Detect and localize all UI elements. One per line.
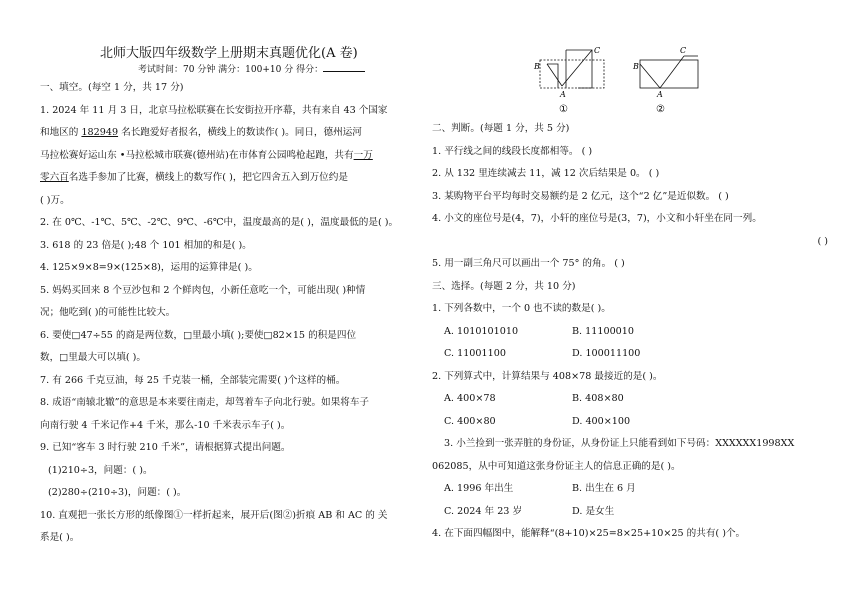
fold-figures	[532, 42, 712, 118]
q10-line2: 系是( )。	[40, 532, 80, 543]
option-d: D. 100011100	[572, 348, 641, 359]
q1-underlined-text-2: 零六百	[40, 172, 69, 183]
left-column	[40, 77, 420, 550]
judge-q5: 5. 用一副三角尺可以画出一个 75° 的角。 ( )	[432, 258, 625, 269]
q5-line1: 5. 妈妈买回来 8 个豆沙包和 2 个鲜肉包，小新任意吃一个，可能出现( )种情	[40, 284, 366, 296]
fig2-label-b: B	[633, 62, 639, 71]
fig1-label-c: C	[594, 46, 601, 55]
choice-q1-options-ab	[432, 321, 832, 344]
section3-heading: 三、选择。(每题 2 分，共 10 分)	[432, 280, 576, 292]
q9-a: (1)210÷3，问题：( )。	[48, 464, 153, 476]
q1-line3-pre: 马拉松赛好运山东 •马拉松城市联赛(德州站)在市体育公园鸣枪起跑，共有	[40, 149, 354, 161]
option-d: D. 是女生	[572, 505, 615, 517]
fig1-label-b: B	[534, 62, 540, 71]
option-b: B. 408×80	[572, 393, 624, 404]
fold-diagram	[532, 42, 712, 118]
fig1-number: ①	[559, 104, 568, 115]
q5-line2: 况；他吃到( )的可能性比较大。	[40, 307, 176, 318]
fig2-number: ②	[656, 104, 665, 115]
section2-heading: 二、判断。(每题 1 分，共 5 分)	[432, 123, 570, 134]
judge-q4-line1: 4. 小文的座位号是(4，7)，小轩的座位号是(3，7)，小文和小轩坐在同一列。	[432, 213, 762, 224]
option-b: B. 11100010	[572, 325, 634, 337]
q4: 4. 125×9×8=9×(125×8)，运用的运算律是( )。	[40, 262, 258, 273]
option-b: B. 出生在 6 月	[572, 483, 636, 494]
q9: 9. 已知“客车 3 时行驶 210 千米”，请根据算式提出问题。	[40, 442, 291, 453]
fig1-corner	[547, 64, 558, 88]
score-blank	[323, 63, 365, 72]
q1-line5: ( )万。	[40, 194, 70, 206]
choice-q3-options-ab	[432, 478, 832, 501]
q6-line1: 6. 要使□47÷55 的商是两位数，□里最小填( );要使□82×15 的积是四位	[40, 329, 357, 341]
choice-q2: 2. 下列算式中，计算结果与 408×78 最接近的是( )。	[432, 370, 663, 382]
judge-q1: 1. 平行线之间的线段长度都相等。 ( )	[432, 145, 593, 157]
fig1-fold-ac	[562, 50, 592, 86]
q10-line1: 10. 直观把一张长方形的纸像图①一样折起来，展开后(图②)折痕 AB 和 AC 的 关	[40, 509, 388, 521]
q3: 3. 618 的 23 倍是( );48 个 101 相加的和是( )。	[40, 239, 252, 251]
q6-line2: 数，□里最大可以填( )。	[40, 352, 146, 363]
option-c: C. 2024 年 23 岁	[444, 505, 523, 517]
q9-b: (2)280÷(210÷3)，问题：( )。	[48, 487, 187, 498]
choice-q2-options-cd	[432, 411, 832, 434]
fig2-label-a: A	[657, 90, 663, 99]
choice-q1-options-cd	[432, 343, 832, 366]
q8-line1: 8. 成语“南辕北辙”的意思是本来要往南走，却驾着车子向北行驶。如果将车子	[40, 397, 370, 408]
q8-line2: 向南行驶 4 千米记作+4 千米，那么-10 千米表示车子( )。	[40, 419, 291, 431]
page-title: 北师大版四年级数学上册期末真题优化(A 卷)	[100, 46, 358, 61]
figure-1	[540, 50, 604, 88]
choice-q4: 4. 在下面四幅图中，能解释“(8+10)×25=8×25+10×25 的共有( )个。	[432, 528, 746, 539]
choice-q1: 1. 下列各数中，一个 0 也不读的数是( )。	[432, 303, 611, 314]
option-a: A. 1010101010	[444, 325, 519, 337]
fig2-label-c: C	[680, 46, 687, 55]
option-a: A. 1996 年出生	[444, 483, 514, 494]
q1-underlined-text: 一万	[353, 149, 373, 161]
q1-line1: 1. 2024 年 11 月 3 日，北京马拉松联赛在长安街拉开序幕，共有来自 43 个国家	[40, 104, 388, 116]
choice-q2-options-ab	[432, 388, 832, 411]
q1-line4-post: 名选手参加了比赛，横线上的数写作( )，把它四舍五入到万位约是	[68, 172, 348, 183]
q1-line2-post: 名长跑爱好者报名，横线上的数读作( )。同日，德州运河	[118, 127, 362, 138]
exam-info	[138, 62, 365, 75]
exam-info-text: 考试时间：70 分钟 满分：100+10 分 得分：	[138, 65, 324, 75]
judge-q2: 2. 从 132 里连续减去 11，减 12 次后结果是 0。 ( )	[432, 168, 660, 179]
section1-heading: 一、填空。(每空 1 分，共 17 分)	[40, 82, 184, 93]
choice-q3-options-cd	[432, 501, 832, 524]
fig1-fold-ab	[547, 64, 562, 86]
option-a: A. 400×78	[444, 393, 496, 404]
choice-q3-line1: 3. 小兰捡到一张弄脏的身份证，从身份证上只能看到如下号码：XXXXXX1998XX	[444, 438, 795, 449]
fig1-folded-part	[566, 50, 592, 88]
right-column	[432, 118, 832, 546]
q1-line2-pre: 和地区的	[40, 127, 82, 138]
q7: 7. 有 266 千克豆油，每 25 千克装一桶，全部装完需要( )个这样的桶。	[40, 374, 346, 386]
q1-underlined-number: 182949	[81, 127, 119, 138]
option-d: D. 400×100	[572, 415, 631, 427]
option-c: C. 11001100	[444, 348, 506, 359]
judge-q4-line2: ( )	[817, 235, 828, 247]
judge-q3: 3. 某购物平台平均每时交易额约是 2 亿元，这个“2 亿”是近似数。 ( )	[432, 190, 729, 202]
fig2-fold-ac	[660, 56, 684, 88]
fig1-label-a: A	[560, 90, 566, 99]
choice-q3-line2: 062085，从中可知道这张身份证主人的信息正确的是( )。	[432, 460, 681, 472]
q1-line2	[40, 122, 420, 145]
q2: 2. 在 0℃、-1℃、5℃、-2℃、9℃、-6℃中，温度最高的是( )，温度最低的是( )。	[40, 217, 399, 228]
q1-line4	[40, 167, 420, 190]
figure-2	[640, 56, 698, 88]
option-c: C. 400×80	[444, 415, 496, 427]
q1-line3	[40, 145, 420, 168]
fig2-fold-ab	[640, 64, 660, 88]
